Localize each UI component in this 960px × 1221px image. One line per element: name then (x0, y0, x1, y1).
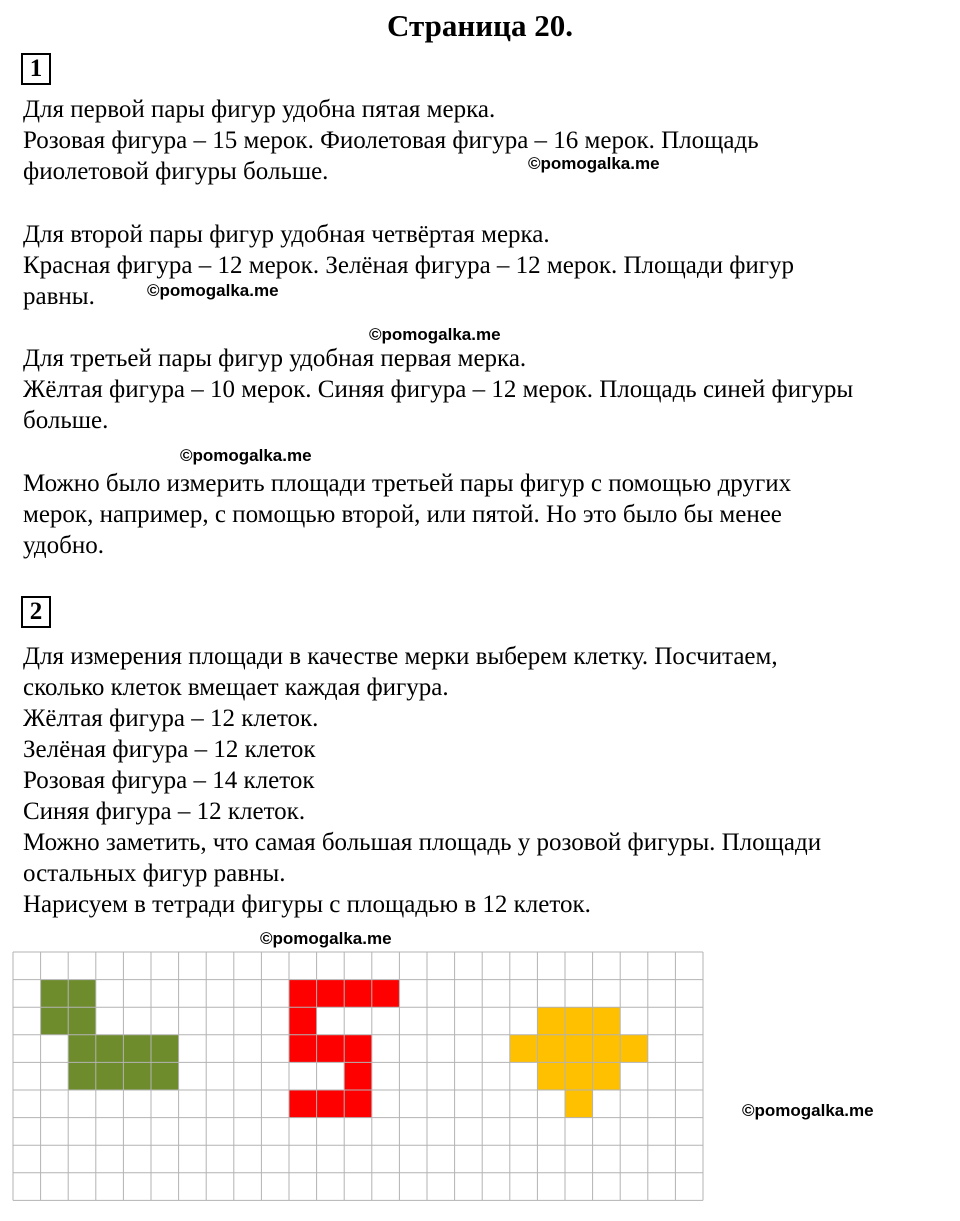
green-shape-cell (68, 980, 96, 1008)
yellow-shape-cell (537, 1007, 565, 1035)
red-shape-cell (344, 980, 372, 1008)
task-number-2: 2 (21, 596, 51, 628)
green-shape-cell (68, 1007, 96, 1035)
watermark: ©pomogalka.me (147, 281, 279, 300)
yellow-shape-cell (593, 1035, 621, 1063)
text-line: Для первой пары фигур удобна пятая мерка. (23, 96, 496, 123)
watermark: ©pomogalka.me (369, 325, 501, 344)
green-shape-cell (41, 1007, 69, 1035)
green-shape-cell (123, 1062, 151, 1090)
green-shape-cell (151, 1035, 179, 1063)
yellow-shape-cell (620, 1035, 648, 1063)
yellow-shape-cell (565, 1035, 593, 1063)
text-line: больше. (23, 407, 109, 434)
green-shape-cell (41, 980, 69, 1008)
red-shape-cell (317, 980, 345, 1008)
text-line: Для третьей пары фигур удобная первая мерка. (23, 345, 527, 372)
yellow-shape-cell (593, 1062, 621, 1090)
text-line: Жёлтая фигура – 10 мерок. Синяя фигура – 12 мерок. Площадь синей фигуры (23, 376, 854, 403)
yellow-shape-cell (510, 1035, 538, 1063)
yellow-shape-cell (537, 1062, 565, 1090)
yellow-shape-cell (537, 1035, 565, 1063)
watermark: ©pomogalka.me (742, 1101, 874, 1120)
red-shape-cell (317, 1090, 345, 1118)
text-line: Синяя фигура – 12 клеток. (23, 798, 306, 825)
yellow-shape-cell (593, 1007, 621, 1035)
green-shape-cell (96, 1035, 124, 1063)
green-shape-cell (96, 1062, 124, 1090)
text-line: мерок, например, с помощью второй, или пятой. Но это было бы менее (23, 501, 782, 528)
red-shape-cell (344, 1062, 372, 1090)
green-shape-cell (151, 1062, 179, 1090)
text-line: Розовая фигура – 15 мерок. Фиолетовая фигура – 16 мерок. Площадь (23, 127, 759, 154)
text-line: остальных фигур равны. (23, 860, 286, 887)
text-line: Для измерения площади в качестве мерки выберем клетку. Посчитаем, (23, 643, 778, 670)
text-line: Можно было измерить площади третьей пары фигур с помощью других (23, 470, 792, 497)
watermark: ©pomogalka.me (180, 446, 312, 465)
red-shape-cell (289, 980, 317, 1008)
yellow-shape-cell (565, 1007, 593, 1035)
task-number-1: 1 (21, 53, 51, 85)
green-shape-cell (68, 1062, 96, 1090)
watermark: ©pomogalka.me (260, 929, 392, 948)
text-line: фиолетовой фигуры больше. (23, 158, 329, 185)
green-shape-cell (68, 1035, 96, 1063)
text-line: Нарисуем в тетради фигуры с площадью в 12 клеток. (23, 891, 591, 918)
red-shape-cell (289, 1035, 317, 1063)
red-shape-cell (289, 1090, 317, 1118)
text-line: Зелёная фигура – 12 клеток (23, 736, 316, 763)
text-line: сколько клеток вмещает каждая фигура. (23, 674, 449, 701)
red-shape-cell (344, 1090, 372, 1118)
green-shape-cell (123, 1035, 151, 1063)
red-shape-cell (289, 1007, 317, 1035)
page-title: Страница 20. (387, 8, 573, 43)
watermark: ©pomogalka.me (528, 154, 660, 173)
red-shape-cell (317, 1035, 345, 1063)
yellow-shape-cell (565, 1062, 593, 1090)
text-line: равны. (23, 283, 95, 310)
text-line: Можно заметить, что самая большая площадь у розовой фигуры. Площади (23, 829, 822, 856)
text-line: Жёлтая фигура – 12 клеток. (23, 705, 319, 732)
red-shape-cell (372, 980, 400, 1008)
text-line: Красная фигура – 12 мерок. Зелёная фигура – 12 мерок. Площади фигур (23, 252, 795, 279)
text-line: Для второй пары фигур удобная четвёртая мерка. (23, 221, 550, 248)
red-shape-cell (344, 1035, 372, 1063)
grid-drawing (12, 951, 704, 1209)
yellow-shape-cell (565, 1090, 593, 1118)
text-line: удобно. (23, 532, 104, 559)
text-line: Розовая фигура – 14 клеток (23, 767, 315, 794)
